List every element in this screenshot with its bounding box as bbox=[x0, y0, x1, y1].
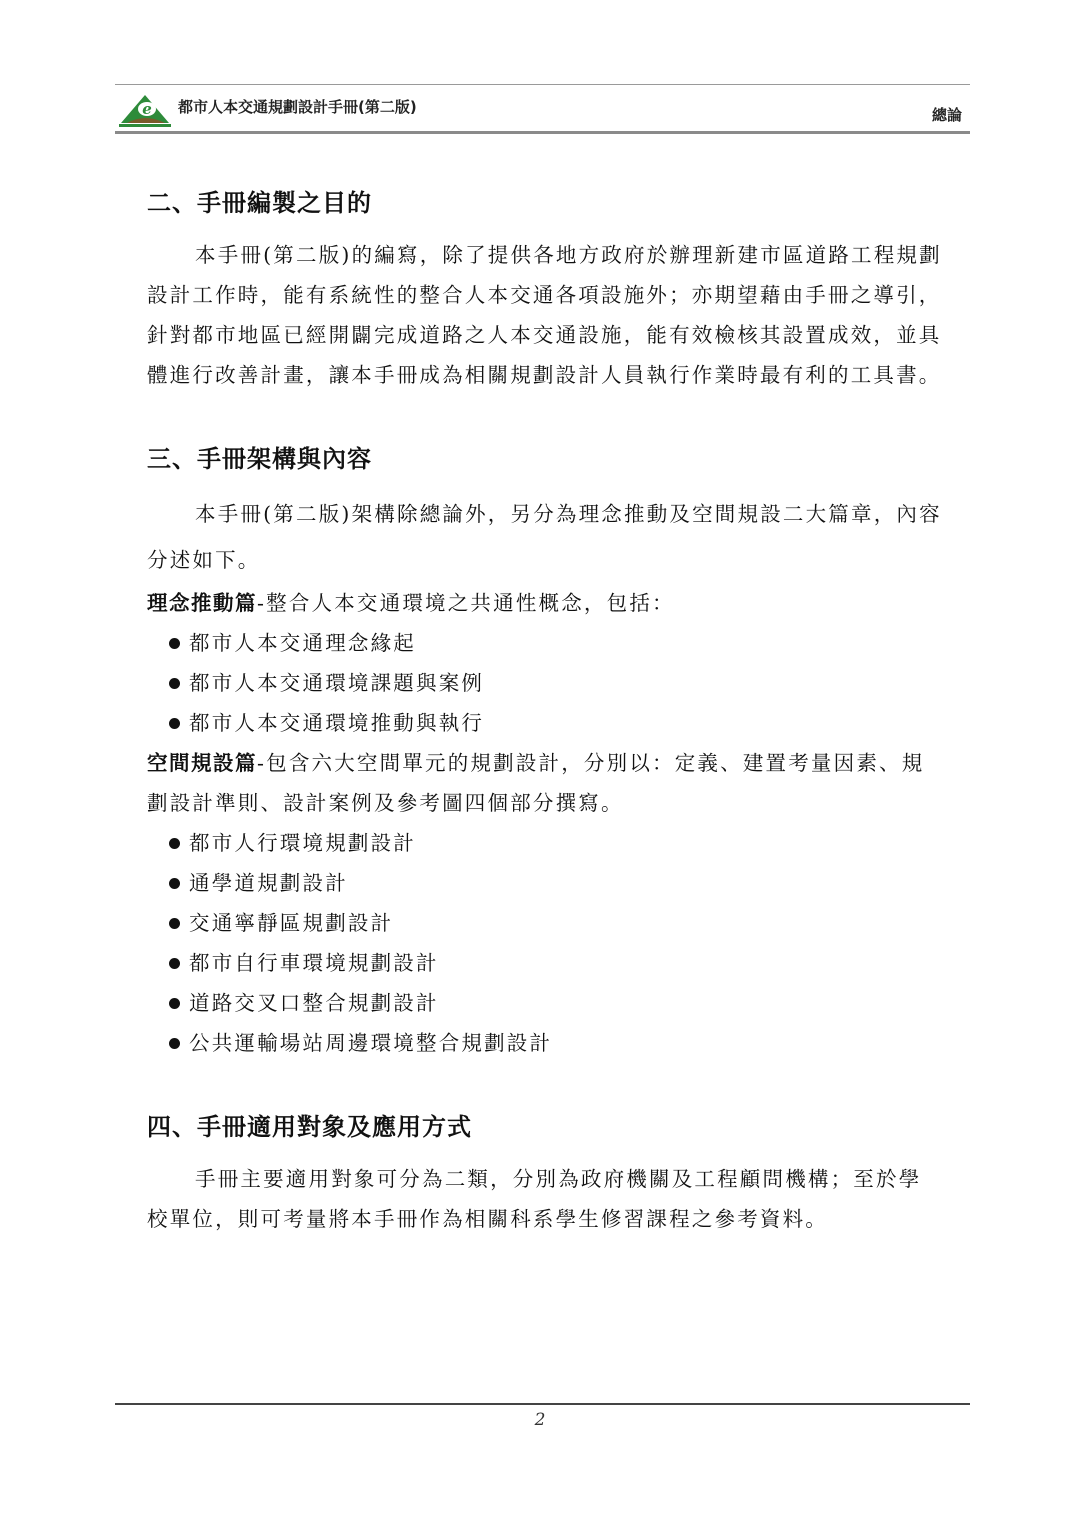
part-lead bbox=[147, 743, 942, 823]
list-item: 公共運輸場站周邊環境整合規劃設計 bbox=[169, 1023, 942, 1063]
part-lead bbox=[147, 583, 942, 623]
section-heading: 四、手冊適用對象及應用方式 bbox=[147, 1113, 472, 1141]
part-desc: -包含六大空間單元的規劃設計，分別以：定義、建置考量因素、規劃設計準則、設計案例及參考圖四個部分撰寫。 bbox=[147, 751, 925, 815]
part-label: 理念推動篇 bbox=[147, 591, 257, 615]
section-paragraph: 本手冊(第二版)的編寫，除了提供各地方政府於辦理新建市區道路工程規劃設計工作時，能有系統性的整合人本交通各項設施外；亦期望藉由手冊之導引，針對都市地區已經開闢完成道路之人本交通設施，能有效檢核其設置成效，並具體進行改善計畫，讓本手冊成為相關規劃設計人員執行作業時最有利的工具書。 bbox=[147, 243, 942, 387]
header-top-rule bbox=[115, 84, 970, 85]
header-title: 都市人本交通規劃設計手冊(第二版) bbox=[178, 98, 417, 116]
svg-text:e: e bbox=[142, 100, 152, 118]
section-heading: 三、手冊架構與內容 bbox=[147, 445, 372, 473]
bullet-list bbox=[147, 623, 942, 743]
page-number: 2 bbox=[534, 1410, 546, 1430]
footer-rule bbox=[115, 1403, 970, 1405]
list-item: 都市人本交通環境課題與案例 bbox=[169, 663, 942, 703]
list-item: 通學道規劃設計 bbox=[169, 863, 942, 903]
part-desc: -整合人本交通環境之共通性概念，包括： bbox=[257, 591, 675, 615]
section-paragraph: 手冊主要適用對象可分為二類，分別為政府機關及工程顧問機構；至於學校單位，則可考量將本手冊作為相關科系學生修習課程之參考資料。 bbox=[147, 1167, 922, 1231]
section-paragraph: 本手冊(第二版)架構除總論外，另分為理念推動及空間規設二大篇章，內容分述如下。 bbox=[147, 502, 942, 572]
list-item: 交通寧靜區規劃設計 bbox=[169, 903, 942, 943]
part-label: 空間規設篇 bbox=[147, 751, 257, 775]
section-heading: 二、手冊編製之目的 bbox=[147, 189, 372, 217]
header-bottom-rule bbox=[115, 131, 970, 134]
list-item: 道路交叉口整合規劃設計 bbox=[169, 983, 942, 1023]
list-item: 都市人本交通環境推動與執行 bbox=[169, 703, 942, 743]
list-item: 都市人本交通理念緣起 bbox=[169, 623, 942, 663]
bullet-list bbox=[147, 823, 942, 1063]
header-section-label: 總論 bbox=[931, 106, 962, 124]
list-item: 都市人行環境規劃設計 bbox=[169, 823, 942, 863]
list-item: 都市自行車環境規劃設計 bbox=[169, 943, 942, 983]
page-content bbox=[147, 183, 942, 1239]
handbook-logo-icon bbox=[119, 89, 171, 129]
page-header bbox=[115, 84, 970, 134]
